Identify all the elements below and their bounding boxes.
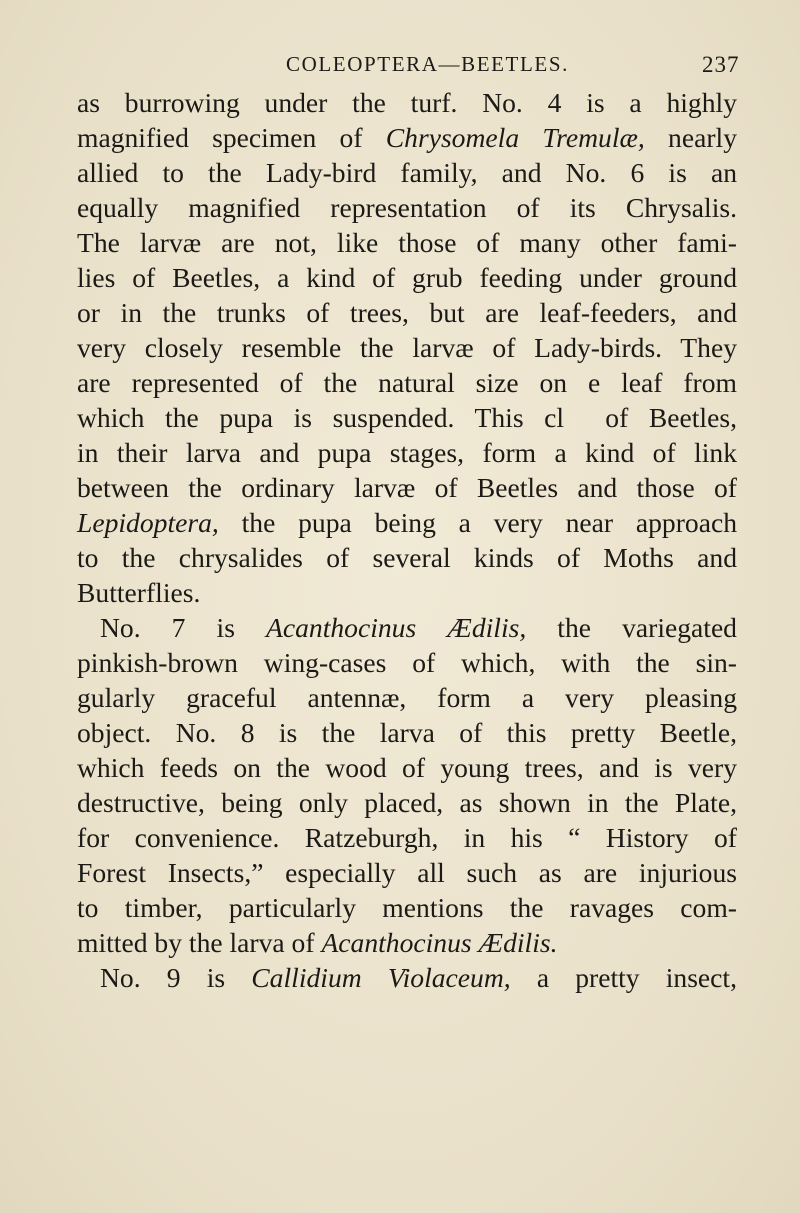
text-line [77, 785, 737, 820]
text-segment: nearly [644, 122, 737, 153]
text-line [77, 435, 737, 470]
text-line [77, 820, 737, 855]
text-line [77, 155, 737, 190]
text-line [77, 260, 737, 295]
text-segment: to timber, particularly mentions the ravages com- [77, 892, 737, 923]
text-segment: lies of Beetles, a kind of grub feeding under ground [77, 262, 737, 293]
text-segment: in their larva and pupa stages, form a kind of link [77, 437, 737, 468]
text-segment: magnified specimen of [77, 122, 386, 153]
text-line [77, 295, 737, 330]
text-segment: very closely resemble the larvæ of Lady-birds. They [77, 332, 737, 363]
text-line [77, 330, 737, 365]
text-segment: object. No. 8 is the larva of this pretty Beetle, [77, 717, 737, 748]
text-segment: which the pupa is suspended. This cl of Beetles, [77, 402, 737, 433]
italic-text: Acanthocinus Ædilis, [266, 612, 527, 643]
text-line [77, 715, 737, 750]
text-line [77, 540, 737, 575]
text-line [77, 750, 737, 785]
italic-text: Lepidoptera, [77, 507, 219, 538]
text-segment: destructive, being only placed, as shown in the Plate, [77, 787, 737, 818]
text-segment: Butterflies. [77, 577, 201, 608]
text-segment: the variegated [526, 612, 737, 643]
body-text [77, 85, 737, 995]
text-line [77, 400, 737, 435]
text-segment: No. 9 is [100, 962, 252, 993]
text-line [77, 680, 737, 715]
text-segment: as burrowing under the turf. No. 4 is a highly [77, 87, 737, 118]
text-line [77, 925, 737, 960]
text-line [77, 225, 737, 260]
italic-text: Acanthocinus Ædilis. [321, 927, 558, 958]
text-line [77, 470, 737, 505]
text-line [77, 190, 737, 225]
text-line [77, 120, 737, 155]
text-segment: The larvæ are not, like those of many other fami- [77, 227, 737, 258]
page-number: 237 [702, 52, 740, 77]
text-segment: mitted by the larva of [77, 927, 322, 958]
text-line [77, 645, 737, 680]
text-segment: allied to the Lady-bird family, and No. 6 is an [77, 157, 737, 188]
text-segment: for convenience. Ratzeburgh, in his “ History of [77, 822, 737, 853]
text-line [77, 610, 737, 645]
text-segment: are represented of the natural size on e leaf from [77, 367, 737, 398]
text-line [77, 365, 737, 400]
text-line [77, 505, 737, 540]
text-segment: equally magnified representation of its Chrysalis. [77, 192, 737, 223]
text-line [77, 575, 737, 610]
text-segment: Forest Insects,” especially all such as are injurious [77, 857, 737, 888]
text-segment: the pupa being a very near approach [218, 507, 737, 538]
text-segment: pinkish-brown wing-cases of which, with the sin- [77, 647, 737, 678]
text-segment: to the chrysalides of several kinds of Moths and [77, 542, 737, 573]
text-segment: or in the trunks of trees, but are leaf-feeders, and [77, 297, 737, 328]
italic-text: Callidium Violaceum, [251, 962, 511, 993]
italic-text: Chrysomela Tremulæ, [385, 122, 645, 153]
text-line [77, 85, 737, 120]
running-head [0, 52, 800, 84]
text-line [77, 890, 737, 925]
text-line [77, 855, 737, 890]
text-segment: which feeds on the wood of young trees, and is very [77, 752, 737, 783]
text-line [77, 960, 737, 995]
running-title: COLEOPTERA—BEETLES. [286, 52, 569, 76]
text-segment: a pretty insect, [510, 962, 737, 993]
text-segment: gularly graceful antennæ, form a very pleasing [77, 682, 737, 713]
text-segment: No. 7 is [100, 612, 267, 643]
text-segment: between the ordinary larvæ of Beetles and those of [77, 472, 737, 503]
